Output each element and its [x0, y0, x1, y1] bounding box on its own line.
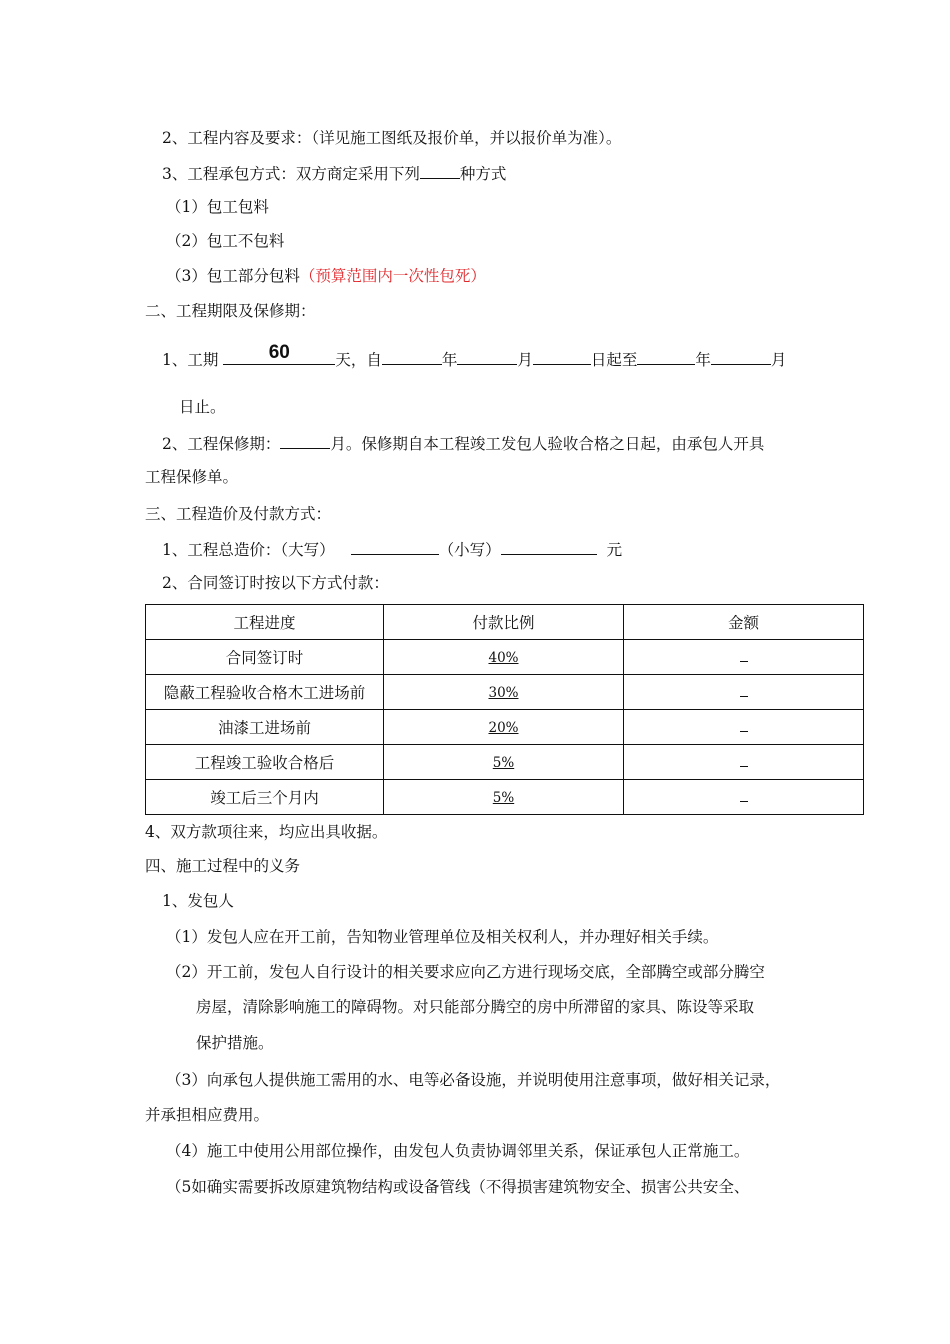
start-month-blank[interactable]	[457, 348, 517, 365]
ratio-cell	[384, 780, 624, 815]
end-month-blank[interactable]	[711, 348, 771, 365]
amount-cell[interactable]	[624, 710, 864, 745]
start-month-unit: 月	[517, 351, 533, 369]
table-header-row	[146, 605, 864, 640]
table-row	[146, 710, 864, 745]
table-row	[146, 745, 864, 780]
clause-duration	[162, 342, 787, 371]
ratio-cell	[384, 745, 624, 780]
section-4-heading: 四、施工过程中的义务	[145, 857, 301, 875]
duty-1: （1）发包人应在开工前，告知物业管理单位及相关权利人，并办理好相关手续。	[166, 928, 719, 946]
duty-5: （5如确实需要拆改原建筑物结构或设备管线（不得损害建筑物安全、损害公共安全、	[166, 1178, 750, 1196]
warranty-label: 2、工程保修期：	[162, 435, 281, 453]
amount-cell[interactable]	[624, 640, 864, 675]
amount-cell[interactable]	[624, 745, 864, 780]
duty-2-cont-2: 保护措施。	[196, 1034, 274, 1052]
duty-3: （3）向承包人提供施工需用的水、电等必备设施，并说明使用注意事项，做好相关记录，	[166, 1071, 781, 1089]
ratio-cell	[384, 675, 624, 710]
mode-blank[interactable]	[420, 162, 460, 179]
warranty-months-blank[interactable]	[280, 432, 330, 449]
warranty-text-cont: 工程保修单。	[145, 468, 239, 486]
receipt-clause: 4、双方款项往来，均应出具收据。	[145, 823, 388, 841]
stage-cell: 油漆工进场前	[146, 710, 384, 745]
start-year-unit: 年	[441, 351, 458, 369]
payment-method-intro: 2、合同签订时按以下方式付款：	[162, 574, 389, 592]
clause-3-contract-mode	[162, 162, 506, 184]
option-3-label: （3）包工部分包料	[166, 267, 300, 285]
end-year-unit: 年	[695, 351, 711, 369]
price-digits-label: （小写）	[438, 541, 501, 559]
section-3-heading: 三、工程造价及付款方式：	[145, 505, 332, 523]
duration-days-field[interactable]	[223, 342, 335, 365]
amount-blank[interactable]	[740, 791, 748, 802]
ratio-value: 40%	[488, 650, 519, 666]
clause-total-price	[162, 538, 622, 560]
duty-3-cont: 并承担相应费用。	[145, 1106, 270, 1124]
section-2-heading: 二、工程期限及保修期：	[145, 302, 316, 320]
start-day-blank[interactable]	[533, 348, 591, 365]
amount-cell[interactable]	[624, 780, 864, 815]
stage-cell: 工程竣工验收合格后	[146, 745, 384, 780]
option-3	[166, 266, 486, 286]
clause-warranty	[162, 432, 764, 454]
header-stage: 工程进度	[146, 605, 384, 640]
option-1: （1）包工包料	[166, 198, 269, 216]
employer-heading: 1、发包人	[162, 892, 234, 910]
total-price-label: 1、工程总造价：（大写）	[162, 541, 335, 559]
header-ratio: 付款比例	[384, 605, 624, 640]
start-year-blank[interactable]	[382, 348, 442, 365]
duty-2: （2）开工前，发包人自行设计的相关要求应向乙方进行现场交底，全部腾空或部分腾空	[166, 963, 765, 981]
option-3-note: （预算范围内一次性包死）	[299, 267, 486, 285]
contract-mode-suffix: 种方式	[459, 165, 507, 183]
amount-blank[interactable]	[740, 651, 748, 662]
clause-2-content: 2、工程内容及要求：（详见施工图纸及报价单，并以报价单为准）。	[162, 129, 622, 147]
end-year-blank[interactable]	[637, 348, 695, 365]
amount-blank[interactable]	[740, 686, 748, 697]
contract-mode-label: 3、工程承包方式：双方商定采用下列	[162, 165, 420, 183]
table-row	[146, 780, 864, 815]
payment-schedule-table	[145, 604, 864, 815]
table-row	[146, 675, 864, 710]
price-words-blank[interactable]	[351, 538, 439, 555]
duration-from: 天，自	[335, 351, 382, 369]
amount-blank[interactable]	[740, 721, 748, 732]
price-unit: 元	[606, 541, 623, 559]
stage-cell: 合同签订时	[146, 640, 384, 675]
header-amount: 金额	[624, 605, 864, 640]
stage-cell: 隐蔽工程验收合格木工进场前	[146, 675, 384, 710]
start-day-unit: 日起至	[590, 351, 638, 369]
amount-cell[interactable]	[624, 675, 864, 710]
duration-end: 日止。	[179, 398, 226, 416]
amount-blank[interactable]	[740, 756, 748, 767]
price-digits-blank[interactable]	[501, 538, 597, 555]
ratio-value: 5%	[492, 790, 515, 806]
warranty-text: 月。保修期自本工程竣工发包人验收合格之日起，由承包人开具	[330, 435, 765, 453]
ratio-value: 20%	[488, 720, 519, 736]
ratio-cell	[384, 710, 624, 745]
ratio-cell	[384, 640, 624, 675]
ratio-value: 30%	[488, 685, 519, 701]
ratio-value: 5%	[492, 755, 515, 771]
duration-days-value: 60	[268, 342, 290, 363]
duration-label: 1、工期	[162, 351, 219, 369]
stage-cell: 竣工后三个月内	[146, 780, 384, 815]
option-2: （2）包工不包料	[166, 232, 285, 250]
table-row	[146, 640, 864, 675]
end-month-unit: 月	[770, 351, 787, 369]
duty-4: （4）施工中使用公用部位操作，由发包人负责协调邻里关系，保证承包人正常施工。	[166, 1142, 750, 1160]
duty-2-cont: 房屋，清除影响施工的障碍物。对只能部分腾空的房中所滞留的家具、陈设等采取	[196, 998, 755, 1016]
